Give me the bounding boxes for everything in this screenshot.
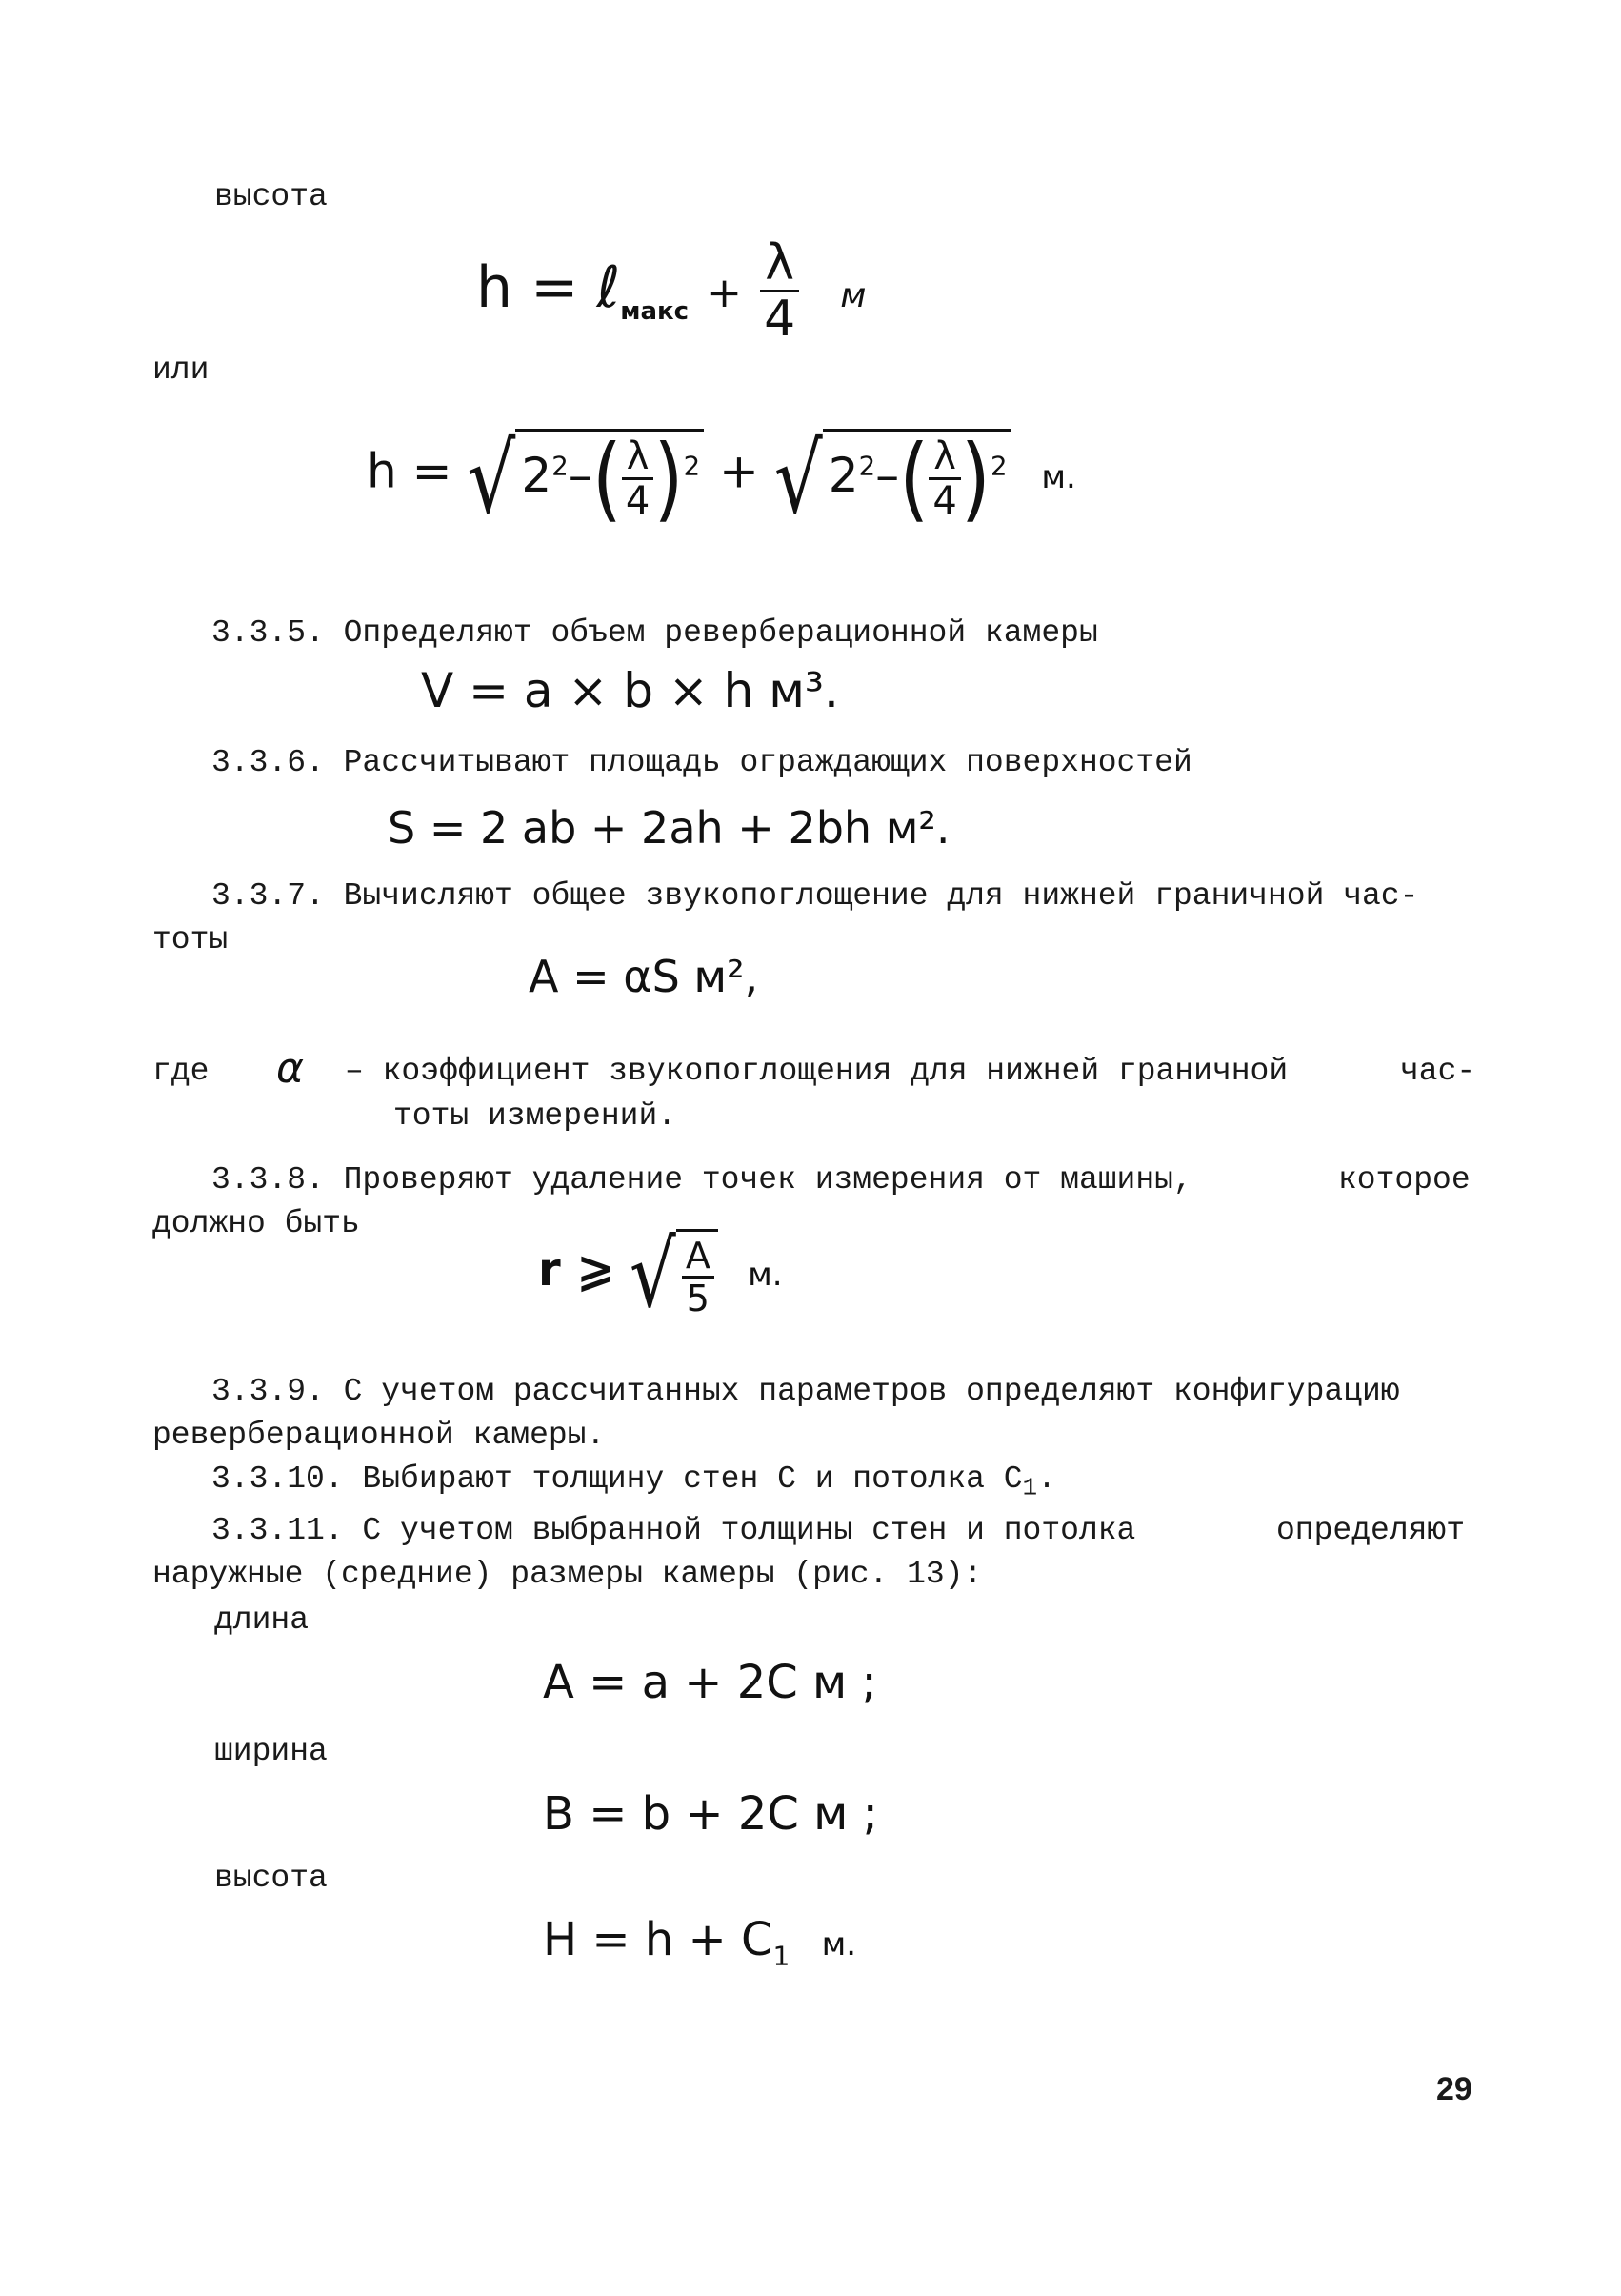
formula-sup: 2 bbox=[858, 451, 876, 482]
formula-length: A = a + 2C м ; bbox=[543, 1656, 877, 1709]
text-line: 3.3.8. Проверяют удаление точек измерения от машины, bbox=[211, 1162, 1192, 1198]
formula-height-1 bbox=[476, 234, 867, 348]
formula-text: + bbox=[718, 443, 759, 499]
text-line: 3.3.6. Рассчитывают площадь ограждающих поверхностей bbox=[211, 745, 1192, 780]
formula-text: h = bbox=[367, 443, 452, 499]
formula-subscript: макс bbox=[620, 297, 690, 327]
formula-text: – bbox=[568, 448, 592, 503]
formula-sup: 2 bbox=[990, 451, 1008, 482]
text-line: определяют bbox=[1276, 1513, 1466, 1548]
fraction-numerator: λ bbox=[933, 434, 956, 478]
page-number: 29 bbox=[1436, 2071, 1472, 2107]
text-line: или bbox=[152, 352, 210, 388]
formula-unit: м bbox=[840, 276, 867, 316]
formula-area: S = 2 ab + 2ah + 2bh м². bbox=[388, 802, 951, 854]
text-line: час- bbox=[1400, 1054, 1476, 1089]
text-line: которое bbox=[1338, 1162, 1471, 1198]
sqrt-1: √ $2^2-$( $\frac{\lambda}{4}$ )$^2$ bbox=[467, 429, 704, 520]
formula-text: h = ℓ bbox=[476, 254, 621, 322]
text-line: – коэффициент звукопоглощения для нижней граничной bbox=[345, 1054, 1289, 1089]
fraction-numerator: A bbox=[685, 1235, 710, 1277]
formula-distance bbox=[538, 1222, 783, 1329]
text-line: длина bbox=[214, 1602, 310, 1638]
text-line: реверберационной камеры. bbox=[152, 1418, 606, 1453]
text-span: . bbox=[1037, 1461, 1056, 1497]
text-line bbox=[211, 1463, 1056, 1500]
text-line: 3.3.7. Вычисляют общее звукопоглощение для нижней граничной час- bbox=[211, 878, 1419, 914]
formula-text: r ⩾ bbox=[538, 1243, 615, 1297]
text-line: 3.3.9. С учетом рассчитанных параметров определяют конфигурацию bbox=[211, 1374, 1400, 1409]
fraction-denominator: 5 bbox=[686, 1278, 710, 1319]
text-line: 3.3.11. С учетом выбранной толщины стен и потолка bbox=[211, 1513, 1136, 1548]
fraction-denominator: 4 bbox=[764, 291, 796, 348]
fraction-denominator: 4 bbox=[932, 479, 957, 523]
formula-unit: м. bbox=[821, 1925, 857, 1964]
formula-sup: 2 bbox=[683, 451, 701, 482]
formula-absorption: A = αS м², bbox=[529, 951, 759, 1002]
fraction-denominator: 4 bbox=[625, 479, 650, 523]
formula-text: – bbox=[875, 448, 900, 503]
text-line: должно быть bbox=[152, 1206, 360, 1241]
text-line: высота bbox=[214, 179, 328, 214]
text-line: тоты измерений. bbox=[393, 1098, 677, 1134]
formula-volume: V = a × b × h м³. bbox=[421, 663, 839, 718]
text-line: 3.3.5. Определяют объем реверберационной камеры bbox=[211, 615, 1098, 651]
formula-subscript: 1 bbox=[772, 1940, 790, 1972]
alpha-symbol: α bbox=[276, 1044, 305, 1093]
formula-text: + bbox=[707, 269, 743, 318]
formula-unit: м. bbox=[1041, 457, 1076, 496]
formula-unit: м. bbox=[748, 1256, 783, 1294]
formula-text: H = h + C bbox=[543, 1913, 773, 1966]
text-line: ширина bbox=[214, 1734, 328, 1769]
formula-text: 2 bbox=[521, 448, 552, 503]
text-line: тоты bbox=[152, 922, 229, 957]
formula-height-2 bbox=[367, 422, 1076, 534]
text-line: высота bbox=[214, 1861, 328, 1896]
text-line: где bbox=[152, 1054, 210, 1089]
fraction-numerator: λ bbox=[626, 434, 650, 478]
text-line: наружные (средние) размеры камеры (рис. 13): bbox=[152, 1557, 983, 1592]
sqrt-2: √ $2^2-$( $\frac{\lambda}{4}$ )$^2$ bbox=[774, 429, 1011, 520]
formula-sup: 2 bbox=[551, 451, 569, 482]
fraction-numerator: λ bbox=[765, 234, 795, 292]
formula-text: 2 bbox=[828, 448, 859, 503]
formula-width: B = b + 2C м ; bbox=[543, 1787, 878, 1841]
text-span: 3.3.10. Выбирают толщину стен С и потолка С bbox=[211, 1461, 1023, 1497]
subscript: 1 bbox=[1022, 1473, 1038, 1502]
formula-outer-height bbox=[543, 1913, 857, 1972]
sqrt-3: √ $\frac{A}{5}$ bbox=[630, 1229, 718, 1317]
